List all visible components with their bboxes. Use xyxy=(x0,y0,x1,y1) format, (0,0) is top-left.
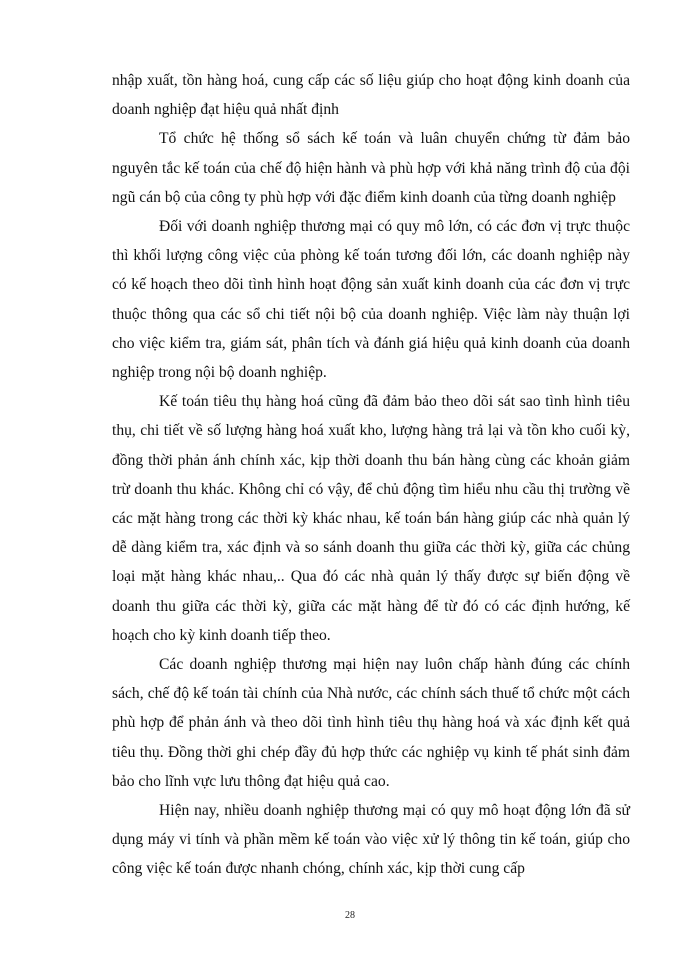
paragraph-4: Kế toán tiêu thụ hàng hoá cũng đã đảm bảo theo dõi sát sao tình hình tiêu thụ, chi tiết về số lượng hàng hoá xuất kho, lượng hàng trả lại và tồn kho cuối kỳ, đồng thời phản ánh chính xác, kịp thời doanh thu bán hàng cùng các khoản giảm trừ doanh thu khác. Không chỉ có vậy, để chủ động tìm hiểu nhu cầu thị trường về các mặt hàng trong các thời kỳ khác nhau, kế toán bán hàng giúp các nhà quản lý dễ dàng kiểm tra, xác định và so sánh doanh thu giữa các thời kỳ, giữa các chủng loại mặt hàng khác nhau,.. Qua đó các nhà quản lý thấy được sự biến động về doanh thu giữa các thời kỳ, giữa các mặt hàng để từ đó có các định hướng, kế hoạch cho kỳ kinh doanh tiếp theo. xyxy=(112,393,630,644)
paragraph-1: nhập xuất, tồn hàng hoá, cung cấp các số liệu giúp cho hoạt động kinh doanh của doanh nghiệp đạt hiệu quả nhất định xyxy=(112,72,630,119)
paragraph-5: Các doanh nghiệp thương mại hiện nay luôn chấp hành đúng các chính sách, chế độ kế toán tài chính của Nhà nước, các chính sách thuế tổ chức một cách phù hợp để phản ánh và theo dõi tình hình tiêu thụ hàng hoá và xác định kết quả tiêu thụ. Đồng thời ghi chép đầy đủ hợp thức các nghiệp vụ kinh tế phát sinh đảm bảo cho lĩnh vực lưu thông đạt hiệu quả cao. xyxy=(112,656,630,790)
paragraph-6: Hiện nay, nhiều doanh nghiệp thương mại có quy mô hoạt động lớn đã sử dụng máy vi tính và phần mềm kế toán vào việc xử lý thông tin kế toán, giúp cho công việc kế toán được nhanh chóng, chính xác, kịp thời cung cấp xyxy=(112,802,630,878)
paragraph-2: Tổ chức hệ thống sổ sách kế toán và luân chuyển chứng từ đảm bảo nguyên tắc kế toán của chế độ hiện hành và phù hợp với khả năng trình độ của đội ngũ cán bộ của công ty phù hợp với đặc điểm kinh doanh của từng doanh nghiệp xyxy=(112,130,630,206)
page-number: 28 xyxy=(345,910,355,921)
body-text xyxy=(112,66,630,884)
paragraph-3: Đối với doanh nghiệp thương mại có quy mô lớn, có các đơn vị trực thuộc thì khối lượng công việc của phòng kế toán tương đối lớn, các doanh nghiệp này có kế hoạch theo dõi tình hình hoạt động sản xuất kinh doanh của các đơn vị trực thuộc thông qua các sổ chi tiết nội bộ của doanh nghiệp. Việc làm này thuận lợi cho việc kiểm tra, giám sát, phân tích và đánh giá hiệu quả kinh doanh của doanh nghiệp trong nội bộ doanh nghiệp. xyxy=(112,218,630,382)
